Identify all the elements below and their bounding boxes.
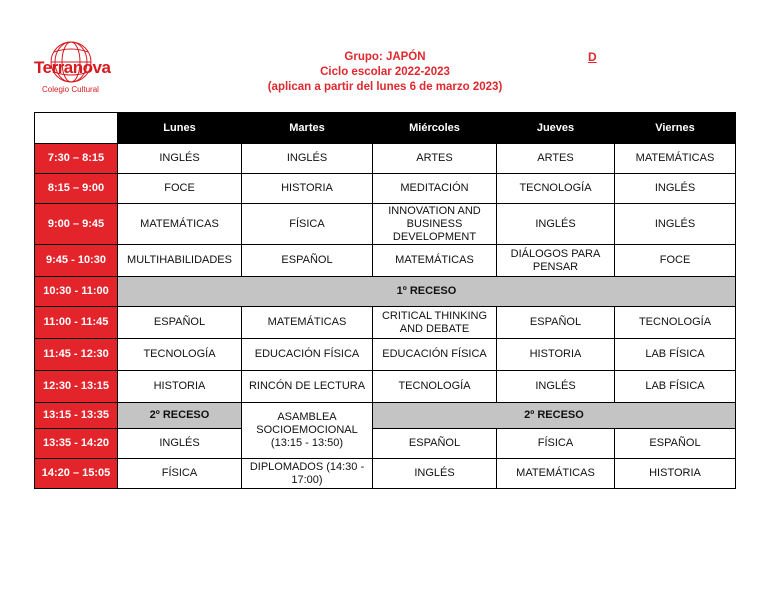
recess-cell: 2º RECESO	[118, 403, 242, 429]
class-cell: ARTES	[497, 144, 615, 174]
schedule-header	[240, 50, 530, 95]
recess-cell: 1º RECESO	[118, 277, 736, 307]
logo-brand: Terranova	[34, 58, 111, 77]
class-cell: MATEMÁTICAS	[615, 144, 736, 174]
class-cell: TECNOLOGÍA	[373, 371, 497, 403]
class-cell: CRITICAL THINKING AND DEBATE	[373, 307, 497, 339]
table-row	[35, 371, 736, 403]
class-cell: INGLÉS	[497, 204, 615, 245]
class-cell: FÍSICA	[497, 429, 615, 459]
class-cell: INNOVATION AND BUSINESS DEVELOPMENT	[373, 204, 497, 245]
time-slot: 14:20 – 15:05	[35, 459, 118, 489]
class-cell: TECNOLOGÍA	[615, 307, 736, 339]
day-header: Viernes	[615, 113, 736, 144]
class-cell: DIPLOMADOS (14:30 - 17:00)	[242, 459, 373, 489]
class-cell: HISTORIA	[242, 174, 373, 204]
class-cell: INGLÉS	[118, 429, 242, 459]
table-row	[35, 245, 736, 277]
class-cell: RINCÓN DE LECTURA	[242, 371, 373, 403]
time-slot: 11:45 - 12:30	[35, 339, 118, 371]
class-cell: FOCE	[118, 174, 242, 204]
class-cell: FÍSICA	[242, 204, 373, 245]
day-header: Miércoles	[373, 113, 497, 144]
group-title: Grupo: JAPÓN	[344, 51, 426, 63]
class-cell: ARTES	[373, 144, 497, 174]
time-slot: 9:45 - 10:30	[35, 245, 118, 277]
recess-cell: 2º RECESO	[373, 403, 736, 429]
table-row	[35, 459, 736, 489]
time-slot: 10:30 - 11:00	[35, 277, 118, 307]
class-cell: MATEMÁTICAS	[373, 245, 497, 277]
time-slot: 11:00 - 11:45	[35, 307, 118, 339]
time-slot: 13:15 - 13:35	[35, 403, 118, 429]
class-cell: ESPAÑOL	[373, 429, 497, 459]
class-cell: TECNOLOGÍA	[497, 174, 615, 204]
logo-subtitle: Colegio Cultural	[42, 85, 99, 94]
table-row	[35, 403, 736, 429]
table-row	[35, 144, 736, 174]
class-cell: INGLÉS	[615, 204, 736, 245]
class-cell: HISTORIA	[497, 339, 615, 371]
table-row	[35, 307, 736, 339]
table-row	[35, 339, 736, 371]
class-cell: ESPAÑOL	[242, 245, 373, 277]
group-letter: D	[588, 50, 597, 64]
class-cell: MATEMÁTICAS	[118, 204, 242, 245]
class-cell: MEDITACIÓN	[373, 174, 497, 204]
school-year: Ciclo escolar 2022-2023	[320, 66, 450, 78]
class-cell: LAB FÍSICA	[615, 339, 736, 371]
class-cell: EDUCACIÓN FÍSICA	[373, 339, 497, 371]
class-cell: INGLÉS	[497, 371, 615, 403]
schedule-table	[34, 112, 736, 489]
time-slot: 8:15 – 9:00	[35, 174, 118, 204]
class-cell: ESPAÑOL	[497, 307, 615, 339]
corner-cell	[35, 113, 118, 144]
assembly-cell: ASAMBLEA SOCIOEMOCIONAL (13:15 - 13:50)	[242, 403, 373, 459]
class-cell: ESPAÑOL	[118, 307, 242, 339]
class-cell: MULTIHABILIDADES	[118, 245, 242, 277]
table-row	[35, 204, 736, 245]
class-cell: HISTORIA	[118, 371, 242, 403]
class-cell: INGLÉS	[373, 459, 497, 489]
effective-date: (aplican a partir del lunes 6 de marzo 2023)	[267, 81, 503, 93]
class-cell: LAB FÍSICA	[615, 371, 736, 403]
class-cell: DIÁLOGOS PARA PENSAR	[497, 245, 615, 277]
table-row	[35, 174, 736, 204]
class-cell: EDUCACIÓN FÍSICA	[242, 339, 373, 371]
class-cell: INGLÉS	[242, 144, 373, 174]
class-cell: HISTORIA	[615, 459, 736, 489]
time-slot: 12:30 - 13:15	[35, 371, 118, 403]
time-slot: 7:30 – 8:15	[35, 144, 118, 174]
day-header-row	[35, 113, 736, 144]
table-row	[35, 277, 736, 307]
class-cell: INGLÉS	[615, 174, 736, 204]
school-logo	[30, 40, 114, 102]
class-cell: INGLÉS	[118, 144, 242, 174]
class-cell: MATEMÁTICAS	[497, 459, 615, 489]
class-cell: TECNOLOGÍA	[118, 339, 242, 371]
table-row	[35, 429, 736, 459]
class-cell: FÍSICA	[118, 459, 242, 489]
day-header: Lunes	[118, 113, 242, 144]
time-slot: 13:35 - 14:20	[35, 429, 118, 459]
class-cell: FOCE	[615, 245, 736, 277]
time-slot: 9:00 – 9:45	[35, 204, 118, 245]
class-cell: MATEMÁTICAS	[242, 307, 373, 339]
class-cell: ESPAÑOL	[615, 429, 736, 459]
day-header: Martes	[242, 113, 373, 144]
day-header: Jueves	[497, 113, 615, 144]
